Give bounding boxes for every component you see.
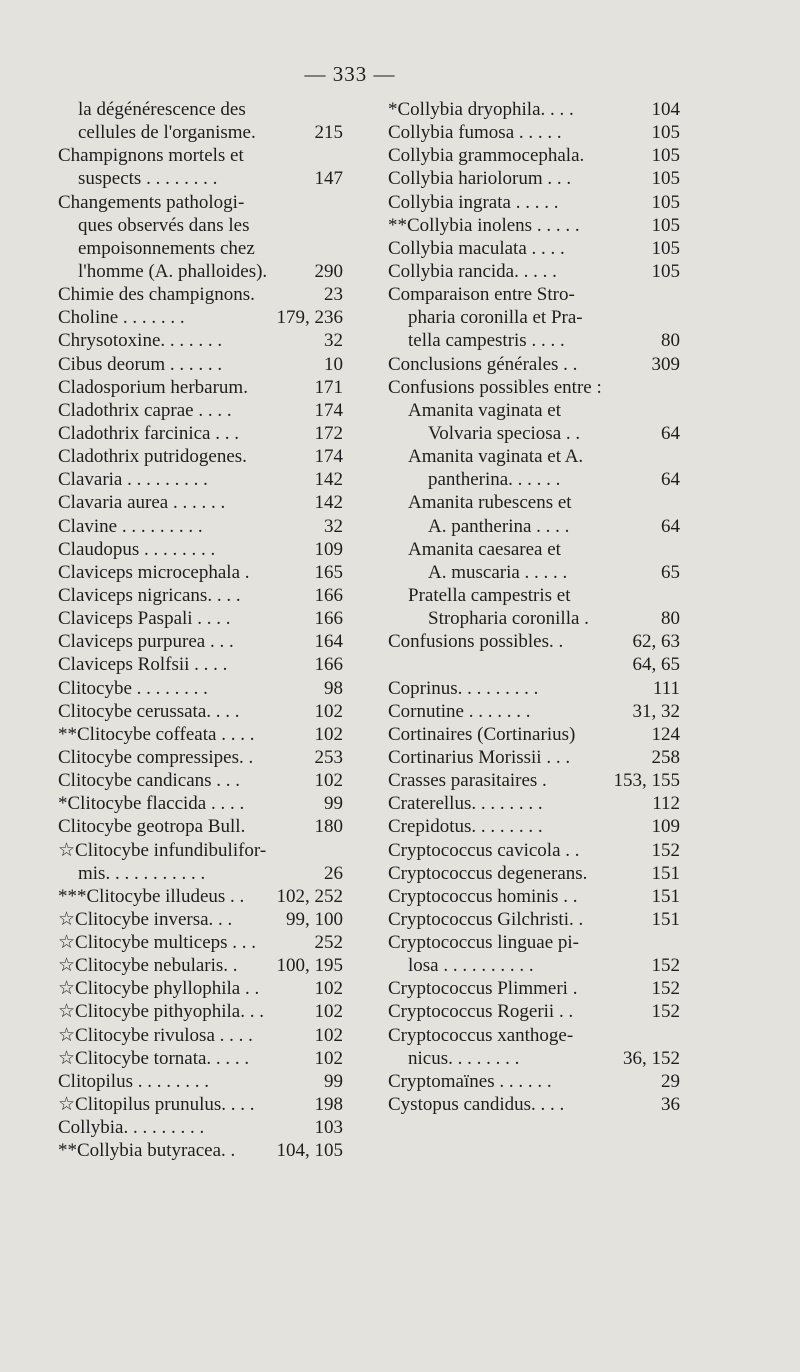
index-page-refs: 105 [651,237,680,259]
index-entry [388,584,680,607]
index-term: Cladosporium herbarum. [58,376,248,398]
index-page-refs: 102 [314,723,343,745]
index-page-refs: 80 [661,330,680,352]
index-entry [58,491,343,514]
index-entry [58,1000,343,1023]
index-term: Cortinaires (Cortinarius) [388,723,576,745]
index-term: Clitocybe geotropa Bull. [58,816,246,838]
index-term: A. pantherina . . . . [428,515,570,537]
index-entry [58,468,343,491]
index-entry [388,260,680,283]
index-page-refs: 104, 105 [276,1140,343,1162]
index-term: Crepidotus. . . . . . . . [388,816,543,838]
index-page-refs: 105 [651,214,680,236]
index-term: Cladothrix farcinica . . . [58,422,239,444]
index-term: Clitocybe compressipes. . [58,746,254,768]
index-page-refs: 142 [314,492,343,514]
index-term: **Collybia butyracea. . [58,1140,236,1162]
index-term: Cryptococcus linguae pi- [388,932,580,954]
index-entry [58,815,343,838]
index-page-refs: 64, 65 [632,654,680,676]
index-page-refs: 102 [314,770,343,792]
index-term: Cryptococcus Plimmeri . [388,978,578,1000]
index-entry [58,977,343,1000]
index-page-refs: 179, 236 [276,307,343,329]
index-page-refs: 166 [314,654,343,676]
index-page-refs: 174 [314,446,343,468]
index-page-refs: 99, 100 [286,908,343,930]
index-page-refs: 36, 152 [623,1047,680,1069]
index-term: losa . . . . . . . . . . [408,955,534,977]
index-entry [388,491,680,514]
index-term: A. muscaria . . . . . [428,561,568,583]
index-entry [58,399,343,422]
index-page-refs: 105 [651,145,680,167]
index-term: ☆Clitocybe phyllophila . . [58,978,260,1000]
index-page-refs: 102 [314,1047,343,1069]
index-page-refs: 152 [651,1001,680,1023]
index-page-refs: 100, 195 [276,955,343,977]
index-page-refs: 152 [651,955,680,977]
index-page-refs: 23 [324,284,343,306]
index-term: Champignons mortels et [58,145,244,167]
index-entry [388,792,680,815]
index-entry [388,98,680,121]
index-page-refs: 80 [661,608,680,630]
index-term: Collybia hariolorum . . . [388,168,572,190]
index-entry [388,515,680,538]
index-entry [388,237,680,260]
index-entry [58,376,343,399]
index-page-refs: 102 [314,1024,343,1046]
index-entry [58,1093,343,1116]
index-entry [58,329,343,352]
index-entry [58,607,343,630]
index-term: ☆Clitocybe nebularis. . [58,955,238,977]
index-entry [388,538,680,561]
index-term: Confusions possibles entre : [388,376,602,398]
index-entry [58,885,343,908]
index-entry [58,839,343,862]
index-page-refs: 102, 252 [276,885,343,907]
index-entry [388,1024,680,1047]
index-term: pantherina. . . . . . [428,469,561,491]
index-entry [388,977,680,1000]
index-page-refs: 151 [651,908,680,930]
index-page-refs: 153, 155 [613,770,680,792]
index-page-refs: 105 [651,260,680,282]
index-term: empoisonnements chez [78,237,255,259]
index-term: Amanita rubescens et [408,492,572,514]
index-term: Craterellus. . . . . . . . [388,793,543,815]
index-entry [58,653,343,676]
index-page-refs: 164 [314,631,343,653]
index-page-refs: 124 [651,723,680,745]
index-term: ☆Clitocybe pithyophila. . . [58,1001,264,1023]
index-page-refs: 253 [314,746,343,768]
index-page-refs: 147 [314,168,343,190]
index-term: ☆Clitocybe multiceps . . . [58,932,257,954]
index-entry [58,769,343,792]
index-term: Cryptococcus Gilchristi. . [388,908,584,930]
index-page-refs: 290 [314,260,343,282]
index-entry [388,815,680,838]
page-number: — 333 — [304,62,396,86]
index-entry [58,584,343,607]
index-term: Chrysotoxine. . . . . . . [58,330,223,352]
index-page-refs: 64 [661,422,680,444]
index-page-refs: 32 [324,515,343,537]
index-term: *Clitocybe flaccida . . . . [58,793,245,815]
index-term: Cystopus candidus. . . . [388,1094,565,1116]
index-page-refs: 252 [314,932,343,954]
index-page-refs: 32 [324,330,343,352]
index-term: la dégénérescence des [78,99,246,120]
index-entry [388,700,680,723]
index-column-left [58,98,343,1162]
index-page-refs: 198 [314,1094,343,1116]
index-page-refs: 64 [661,469,680,491]
index-entry [388,677,680,700]
index-entry [388,399,680,422]
index-page-refs: 151 [651,862,680,884]
index-term: Stropharia coronilla . [428,608,589,630]
index-entry [388,1070,680,1093]
index-term: Collybia. . . . . . . . . [58,1117,205,1139]
index-page-refs: 102 [314,1001,343,1023]
index-entry [388,607,680,630]
index-page-refs: 102 [314,978,343,1000]
index-entry [388,746,680,769]
index-entry [58,445,343,468]
index-entry [58,561,343,584]
index-entry [58,98,343,121]
index-term: Clitopilus . . . . . . . . [58,1070,209,1092]
index-entry [388,445,680,468]
index-page-refs: 309 [651,353,680,375]
index-term: nicus. . . . . . . . [408,1047,520,1069]
index-page-refs: 99 [324,793,343,815]
index-term: Clitocybe candicans . . . [58,770,241,792]
index-term: Amanita caesarea et [408,538,561,560]
index-term: Cornutine . . . . . . . [388,700,531,722]
index-term: Comparaison entre Stro- [388,284,575,306]
index-page-refs: 109 [651,816,680,838]
index-term: Cryptococcus cavicola . . [388,839,580,861]
index-term: Cryptococcus hominis . . [388,885,578,907]
index-entry [58,121,343,144]
index-term: ques observés dans les [78,214,250,236]
index-page-refs: 152 [651,978,680,1000]
index-entry [58,260,343,283]
index-term: Cibus deorum . . . . . . [58,353,223,375]
index-term: Changements pathologi- [58,191,245,213]
index-entry [58,1139,343,1162]
index-page-refs: 172 [314,422,343,444]
index-term: Claviceps purpurea . . . [58,631,234,653]
index-term: Collybia maculata . . . . [388,237,565,259]
index-entry [58,422,343,445]
index-term: l'homme (A. phalloides). [78,260,268,282]
index-term: Collybia ingrata . . . . . [388,191,559,213]
index-term: Cladothrix caprae . . . . [58,399,232,421]
index-term: Crasses parasitaires . [388,770,547,792]
index-term: ***Clitocybe illudeus . . [58,885,245,907]
index-page-refs: 31, 32 [632,700,680,722]
index-term: Cryptococcus xanthoge- [388,1024,574,1046]
index-entry [58,214,343,237]
index-entry [58,1024,343,1047]
index-entry [58,908,343,931]
index-term: Confusions possibles. . [388,631,564,653]
index-term: ☆Clitocybe tornata. . . . . [58,1047,250,1069]
index-page-refs: 174 [314,399,343,421]
index-entry [58,515,343,538]
index-page-refs: 165 [314,561,343,583]
index-page-refs: 65 [661,561,680,583]
index-term: Collybia grammocephala. [388,145,585,167]
index-term: Cryptococcus degenerans. [388,862,588,884]
index-entry [58,700,343,723]
index-page-refs: 105 [651,168,680,190]
index-entry [58,792,343,815]
index-entry [388,306,680,329]
index-page-refs: 171 [314,376,343,398]
index-entry [388,954,680,977]
index-entry [388,353,680,376]
index-term: Claviceps nigricans. . . . [58,584,241,606]
index-term: Collybia rancida. . . . . [388,260,557,282]
index-page-refs: 105 [651,191,680,213]
index-term: ☆Clitocybe rivulosa . . . . [58,1024,253,1046]
index-entry [388,931,680,954]
index-term: Clitocybe cerussata. . . . [58,700,240,722]
index-entry [58,283,343,306]
index-term: Cortinarius Morissii . . . [388,746,571,768]
index-term: Amanita vaginata et [408,399,561,421]
index-entry [388,1093,680,1116]
index-page-refs: 103 [314,1117,343,1139]
index-term: Claviceps Rolfsii . . . . [58,654,228,676]
index-entry [58,931,343,954]
index-page-refs: 62, 63 [632,631,680,653]
index-entry [58,538,343,561]
index-entry [388,1047,680,1070]
index-page-refs: 29 [661,1070,680,1092]
index-term: Claviceps microcephala . [58,561,250,583]
index-entry [388,839,680,862]
index-page-refs: 105 [651,122,680,144]
index-term: Cryptococcus Rogerii . . [388,1001,574,1023]
index-term: Claudopus . . . . . . . . [58,538,216,560]
index-entry [58,191,343,214]
index-entry [388,144,680,167]
index-page-refs: 258 [651,746,680,768]
index-term: suspects . . . . . . . . [78,168,218,190]
index-page-refs: 26 [324,862,343,884]
index-page-refs: 215 [314,122,343,144]
index-term: Claviceps Paspali . . . . [58,608,231,630]
index-term: ☆Clitocybe inversa. . . [58,908,233,930]
index-page-refs: 109 [314,538,343,560]
index-entry [58,353,343,376]
index-entry [58,862,343,885]
index-entry [388,121,680,144]
index-term: Cladothrix putridogenes. [58,446,247,468]
index-entry [388,329,680,352]
index-page-refs: 64 [661,515,680,537]
index-page-refs: 152 [651,839,680,861]
index-term: Amanita vaginata et A. [408,446,584,468]
index-term: Cryptomaïnes . . . . . . [388,1070,552,1092]
index-entry [388,376,680,399]
index-entry [388,862,680,885]
index-term: mis. . . . . . . . . . . [78,862,206,884]
index-entry [58,630,343,653]
index-term: tella campestris . . . . [408,330,565,352]
index-page-refs: 98 [324,677,343,699]
index-entry [388,561,680,584]
index-entry [58,1070,343,1093]
index-entry [58,306,343,329]
index-entry [58,144,343,167]
index-page-refs: 112 [652,793,680,815]
index-page-refs: 166 [314,608,343,630]
index-page-refs: 102 [314,700,343,722]
index-page-refs: 151 [651,885,680,907]
index-entry [388,191,680,214]
index-entry [388,653,680,676]
index-term: cellules de l'organisme. [78,122,256,144]
index-term: Coprinus. . . . . . . . . [388,677,539,699]
index-page-refs: 36 [661,1094,680,1116]
index-entry [58,1116,343,1139]
index-term: pharia coronilla et Pra- [408,307,583,329]
index-term: ☆Clitocybe infundibulifor- [58,839,267,861]
index-entry [58,167,343,190]
index-entry [58,954,343,977]
index-term: Conclusions générales . . [388,353,578,375]
index-term: Clavine . . . . . . . . . [58,515,203,537]
index-page-refs: 180 [314,816,343,838]
index-term: **Collybia inolens . . . . . [388,214,580,236]
index-entry [388,468,680,491]
index-entry [58,677,343,700]
index-entry [58,746,343,769]
index-term: ☆Clitopilus prunulus. . . . [58,1094,255,1116]
index-entry [388,1000,680,1023]
index-page-refs: 166 [314,584,343,606]
index-entry [388,422,680,445]
index-entry [388,283,680,306]
index-term: Volvaria speciosa . . [428,422,581,444]
index-page-refs: 111 [652,677,680,699]
index-entry [388,630,680,653]
index-entry [388,214,680,237]
index-entry [58,237,343,260]
index-entry [388,769,680,792]
index-term: Pratella campestris et [408,584,571,606]
index-term: Clavaria . . . . . . . . . [58,469,208,491]
index-term: **Clitocybe coffeata . . . . [58,723,255,745]
index-term: Chimie des champignons. [58,284,255,306]
index-entry [388,908,680,931]
index-page-refs: 104 [651,99,680,120]
index-entry [58,1047,343,1070]
index-term: Collybia fumosa . . . . . [388,122,562,144]
index-column-right [388,98,680,1116]
index-term: Clitocybe . . . . . . . . [58,677,208,699]
index-term: Clavaria aurea . . . . . . [58,492,226,514]
index-entry [388,167,680,190]
index-page-refs: 99 [324,1070,343,1092]
index-term: Choline . . . . . . . [58,307,185,329]
index-term: *Collybia dryophila. . . . [388,99,574,120]
index-entry [388,723,680,746]
index-entry [388,885,680,908]
index-page-refs: 142 [314,469,343,491]
index-entry [58,723,343,746]
index-page-refs: 10 [324,353,343,375]
